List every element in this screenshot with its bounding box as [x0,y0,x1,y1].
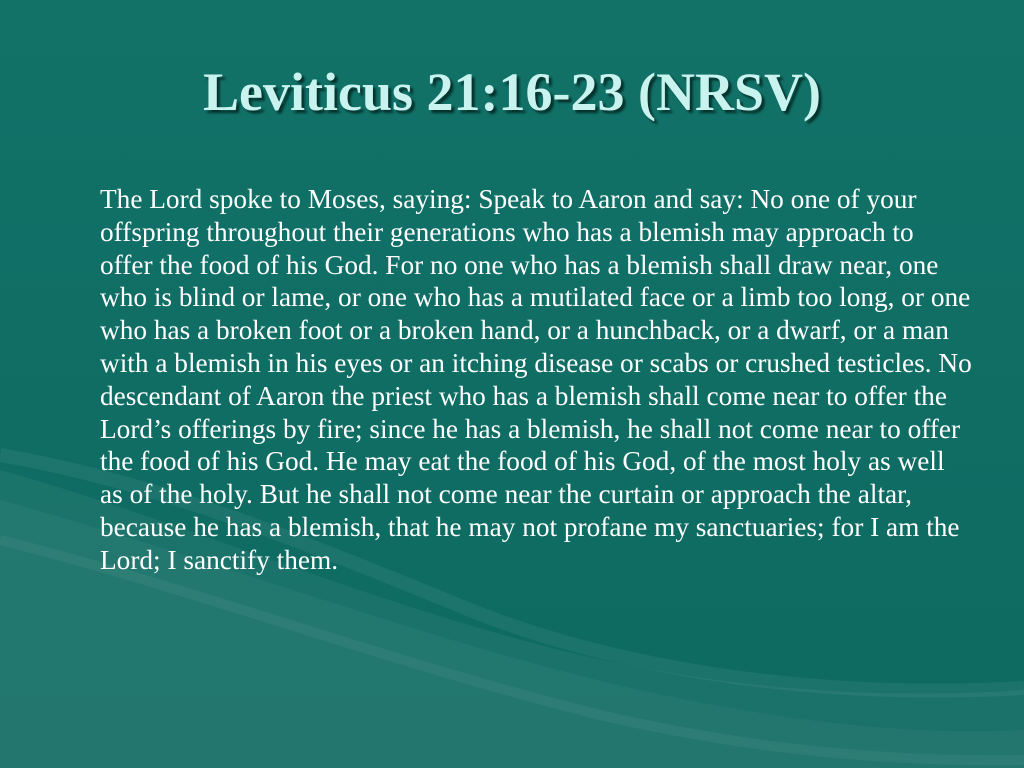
scripture-passage: The Lord spoke to Moses, saying: Speak to Aaron and say: No one of your offspring throughout their generations who has a blemish may approach to offer the food of his God. For no one who has a blemish shall draw near, one who is blind or lame, or one who has a mutilated face or a limb too long, or one who has a broken foot or a broken hand, or a hunchback, or a dwarf, or a man with a blemish in his eyes or an itching disease or scabs or crushed testicles. No descendant of Aaron the priest who has a blemish shall come near to offer the Lord’s offerings by fire; since he has a blemish, he shall not come near to offer the food of his God. He may eat the food of his God, of the most holy as well as of the holy. But he shall not come near the curtain or approach the altar, because he has a blemish, that he may not profane my sanctuaries; for I am the Lord; I sanctify them. [100,184,972,575]
slide-title: Leviticus 21:16-23 (NRSV) [203,62,821,122]
